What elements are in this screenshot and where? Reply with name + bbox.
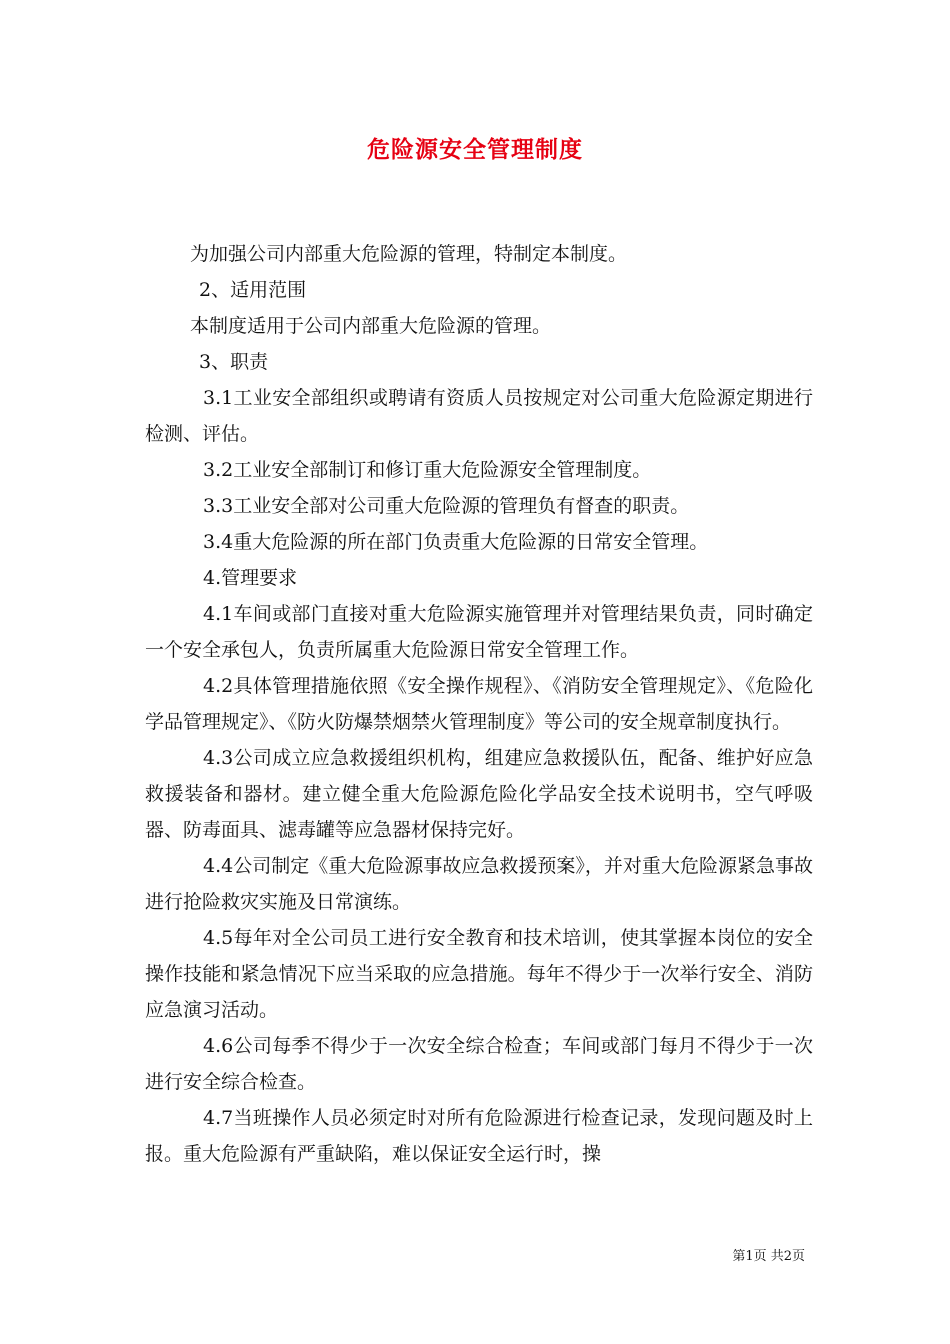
paragraph-3-1: 3.1工业安全部组织或聘请有资质人员按规定对公司重大危险源定期进行检测、评估。 [145,387,813,445]
paragraph-4-6: 4.6公司每季不得少于一次安全综合检查；车间或部门每月不得少于一次进行安全综合检查。 [145,1035,813,1093]
page-number: 第1页 共2页 [732,1249,805,1264]
paragraph-4-1: 4.1车间或部门直接对重大危险源实施管理并对管理结果负责，同时确定一个安全承包人，负责所属重大危险源日常安全管理工作。 [145,603,813,661]
paragraph-3-3: 3.3工业安全部对公司重大危险源的管理负有督查的职责。 [203,495,690,517]
paragraph-4-4: 4.4公司制定《重大危险源事故应急救援预案》，并对重大危险源紧急事故进行抢险救灾实施及日常演练。 [145,855,813,913]
paragraph-4-5: 4.5每年对全公司员工进行安全教育和技术培训，使其掌握本岗位的安全操作技能和紧急情况下应当采取的应急措施。每年不得少于一次举行安全、消防应急演习活动。 [145,927,813,1021]
paragraph-4-7: 4.7当班操作人员必须定时对所有危险源进行检查记录，发现问题及时上报。重大危险源有严重缺陷，难以保证安全运行时，操 [145,1107,813,1165]
paragraph-scope: 本制度适用于公司内部重大危险源的管理。 [190,315,552,337]
paragraph-3-4: 3.4重大危险源的所在部门负责重大危险源的日常安全管理。 [203,531,709,553]
paragraph-3-2: 3.2工业安全部制订和修订重大危险源安全管理制度。 [203,459,652,481]
section-heading-duties: 3、职责 [199,351,269,373]
document-title: 危险源安全管理制度 [367,136,583,163]
section-heading-scope: 2、适用范围 [199,279,307,301]
paragraph-intro: 为加强公司内部重大危险源的管理，特制定本制度。 [190,243,628,265]
paragraph-4-3: 4.3公司成立应急救援组织机构，组建应急救援队伍，配备、维护好应急救援装备和器材。建立健全重大危险源危险化学品安全技术说明书，空气呼吸器、防毒面具、滤毒罐等应急器材保持完好。 [145,747,813,841]
document-body [145,236,813,1172]
section-heading-requirements: 4.管理要求 [203,567,298,589]
paragraph-4-2: 4.2具体管理措施依照《安全操作规程》、《消防安全管理规定》、《危险化学品管理规定》、《防火防爆禁烟禁火管理制度》等公司的安全规章制度执行。 [145,675,813,733]
